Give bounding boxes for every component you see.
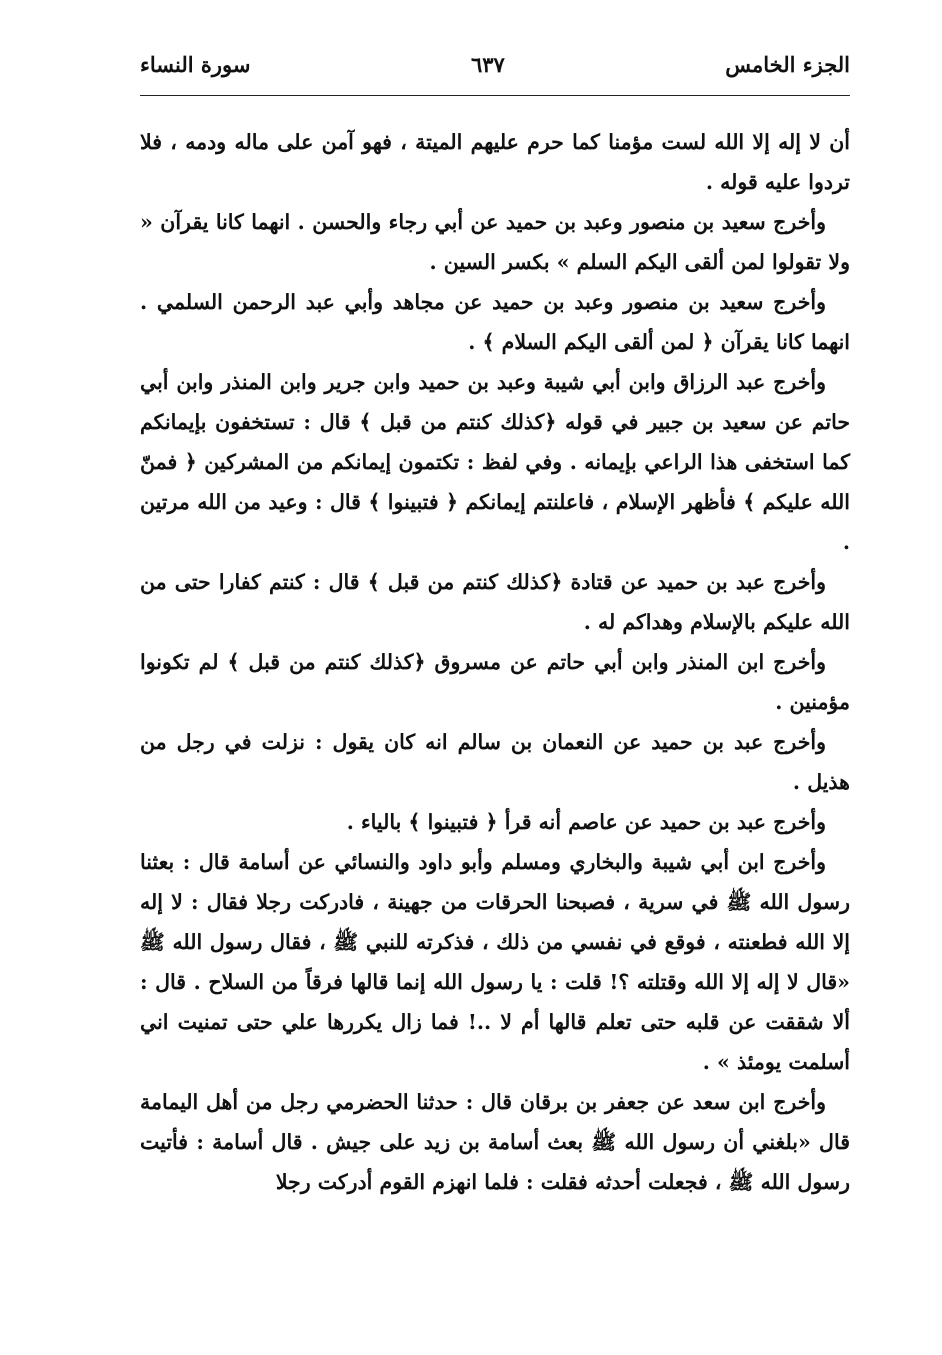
page-header	[140, 44, 850, 84]
page-body	[140, 122, 850, 1202]
paragraph: وأخرج ابن أبي شيبة والبخاري ومسلم وأبو داود والنسائي عن أسامة قال : بعثنا رسول الله ﷺ في سرية ، فصبحنا الحرقات من جهينة ، فادركت رجلا فقال : لا إله إلا الله فطعنته ، فوقع في نفسي من ذلك ، فذكرته للنبي ﷺ ، فقال رسول الله ﷺ «قال لا إله إلا الله وقتلته ؟! قلت : يا رسول الله إنما قالها فرقاً من السلاح . قال : ألا شققت عن قلبه حتى تعلم قالها أم لا ..! فما زال يكررها علي حتى تمنيت اني أسلمت يومئذ » .	[140, 850, 850, 1074]
paragraph: وأخرج ابن المنذر وابن أبي حاتم عن مسروق ﴿كذلك كنتم من قبل ﴾ لم تكونوا مؤمنين .	[140, 650, 850, 714]
paragraph: وأخرج سعيد بن منصور وعبد بن حميد عن مجاهد وأبي عبد الرحمن السلمي . انهما كانا يقرآن ﴿ لمن ألقى اليكم السلام ﴾ .	[140, 290, 850, 354]
page-number: ٦٣٧	[470, 51, 505, 77]
paragraph: أن لا إله إلا الله لست مؤمنا كما حرم عليهم الميتة ، فهو آمن على ماله ودمه ، فلا تردوا عليه قوله .	[140, 130, 850, 194]
paragraph: وأخرج ابن سعد عن جعفر بن برقان قال : حدثنا الحضرمي رجل من أهل اليمامة قال «بلغني أن رسول الله ﷺ بعث أسامة بن زيد على جيش . قال أسامة : فأتيت رسول الله ﷺ ، فجعلت أحدثه فقلت : فلما انهزم القوم أدركت رجلا	[140, 1090, 850, 1194]
paragraph: وأخرج سعيد بن منصور وعبد بن حميد عن أبي رجاء والحسن . انهما كانا يقرآن « ولا تقولوا لمن ألقى اليكم السلم » بكسر السين .	[140, 210, 850, 274]
paragraph: وأخرج عبد الرزاق وابن أبي شيبة وعبد بن حميد وابن جرير وابن المنذر وابن أبي حاتم عن سعيد بن جبير في قوله ﴿كذلك كنتم من قبل ﴾ قال : تستخفون بإيمانكم كما استخفى هذا الراعي بإيمانه . وفي لفظ : تكتمون إيمانكم من المشركين ﴿ فمنّ الله عليكم ﴾ فأظهر الإسلام ، فاعلنتم إيمانكم ﴿ فتبينوا ﴾ قال : وعيد من الله مرتين .	[140, 370, 850, 554]
paragraph: وأخرج عبد بن حميد عن النعمان بن سالم انه كان يقول : نزلت في رجل من هذيل .	[140, 730, 850, 794]
header-rule	[140, 95, 850, 96]
part-title: الجزء الخامس	[725, 51, 850, 77]
paragraph: وأخرج عبد بن حميد عن قتادة ﴿كذلك كنتم من قبل ﴾ قال : كنتم كفارا حتى من الله عليكم بالإسلام وهداكم له .	[140, 570, 850, 634]
paragraph: وأخرج عبد بن حميد عن عاصم أنه قرأ ﴿ فتبينوا ﴾ بالياء .	[346, 810, 826, 834]
surah-title: سورة النساء	[140, 51, 251, 77]
